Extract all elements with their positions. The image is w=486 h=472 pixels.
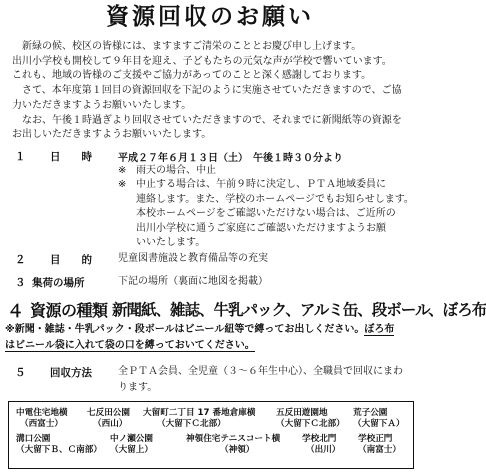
intro-line: さて、本年度第１回目の資源回収を下記のように実施させていただきますので、ご協 [22,85,402,97]
note-line: 連絡します。また、学校のホームページでもお知らせします。 [136,193,414,205]
place-value: 下記の場所（裏面に地図を掲載） [118,276,268,287]
date-notes [118,164,414,250]
types-value: 新聞紙、雑誌、牛乳パック、アルミ缶、段ボール、ぼろ布 [112,300,486,319]
intro-line: お出しいただきますようお願いいたします。 [12,129,212,141]
item-number-types: ４ [7,302,24,322]
spot: 荒子公園 （大留下Ａ） [353,408,405,429]
item-label-date: 日 時 [50,151,92,163]
intro-line: 力いただきますようお願いいたします。 [12,99,192,111]
intro-line: 新緑の候、校区の皆様には、ますますご清栄のこととお慶び申し上げます。 [22,41,362,52]
item-number-method: ５ [15,367,26,379]
spot: 学校正門 （南富士） [358,434,401,455]
item-label-purpose: 目 的 [50,254,92,266]
intro-text [12,40,417,143]
item-label-method: 回収方法 [50,367,92,379]
note-line: ※ 雨天の場合、中止 [118,165,216,176]
sorting-warning [5,322,415,354]
spot: 溝口公園 （大留下Ｂ、Ｃ南部） [16,434,102,455]
spot: 七反田公園 （西山） [87,408,130,429]
note-line: いいたします。 [136,237,206,249]
item-number-purpose: ２ [15,254,26,266]
item-label-types: 資源の種類 [30,301,108,320]
spot: 中ノ瀬公園 （大留上） [110,434,153,455]
method-value: 全ＰＴＡ会員、全児童（３～６年生中心）、全職員で回収にまわ [118,366,403,377]
note-line: 本校ホームページをご確認いただけない場合は、ご近所の [136,208,396,220]
purpose-value: 児童図書施設と教育備品等の充実 [118,253,268,264]
method-value-cont: ります。 [118,382,158,393]
spot: 五反田遊園地 （大留下Ｃ北部） [276,408,345,429]
spot: 大留町二丁目 17 番地倉庫横 （大留下Ｃ北部） [143,408,256,429]
item-number-date: １ [15,151,26,163]
intro-line: なお、午後１時過ぎより回収させていただきますので、それまでに新聞紙等の資源を [22,114,402,126]
warning-line: はビニール袋に入れて袋の口を縛っておいてください。 [5,340,255,351]
item-label-place: 集荷の場所 [32,277,85,289]
intro-line: これも、地域の皆様のご支援やご協力があってのことと深く感謝しております。 [12,70,372,82]
spot: 学校北門 （出川） [302,434,341,455]
note-line: 出川小学校に通うご家庭にご確認いただけますようお願 [136,222,386,234]
warning-line: ※新聞・雑誌・牛乳パック・段ボールはビニール紐等で縛ってお出しください。ぼろ布 [5,324,395,335]
intro-line: 出川小学校も開校して９年目を迎え、子どもたちの元気な声が学校で響いています。 [12,55,392,67]
note-line: ※ 中止する場合は、午前９時に決定し、ＰＴＡ地域委員に [118,179,386,191]
spot: 神領住宅テニスコート横 （神領） [186,434,281,455]
spot: 中電住宅地横 （西富士） [16,408,68,429]
page-title: 資源回収のお願い [106,3,314,30]
date-value: 平成２７年６月１３日（土） 午後１時３０分より [118,153,343,164]
item-number-place: ３ [15,277,26,289]
